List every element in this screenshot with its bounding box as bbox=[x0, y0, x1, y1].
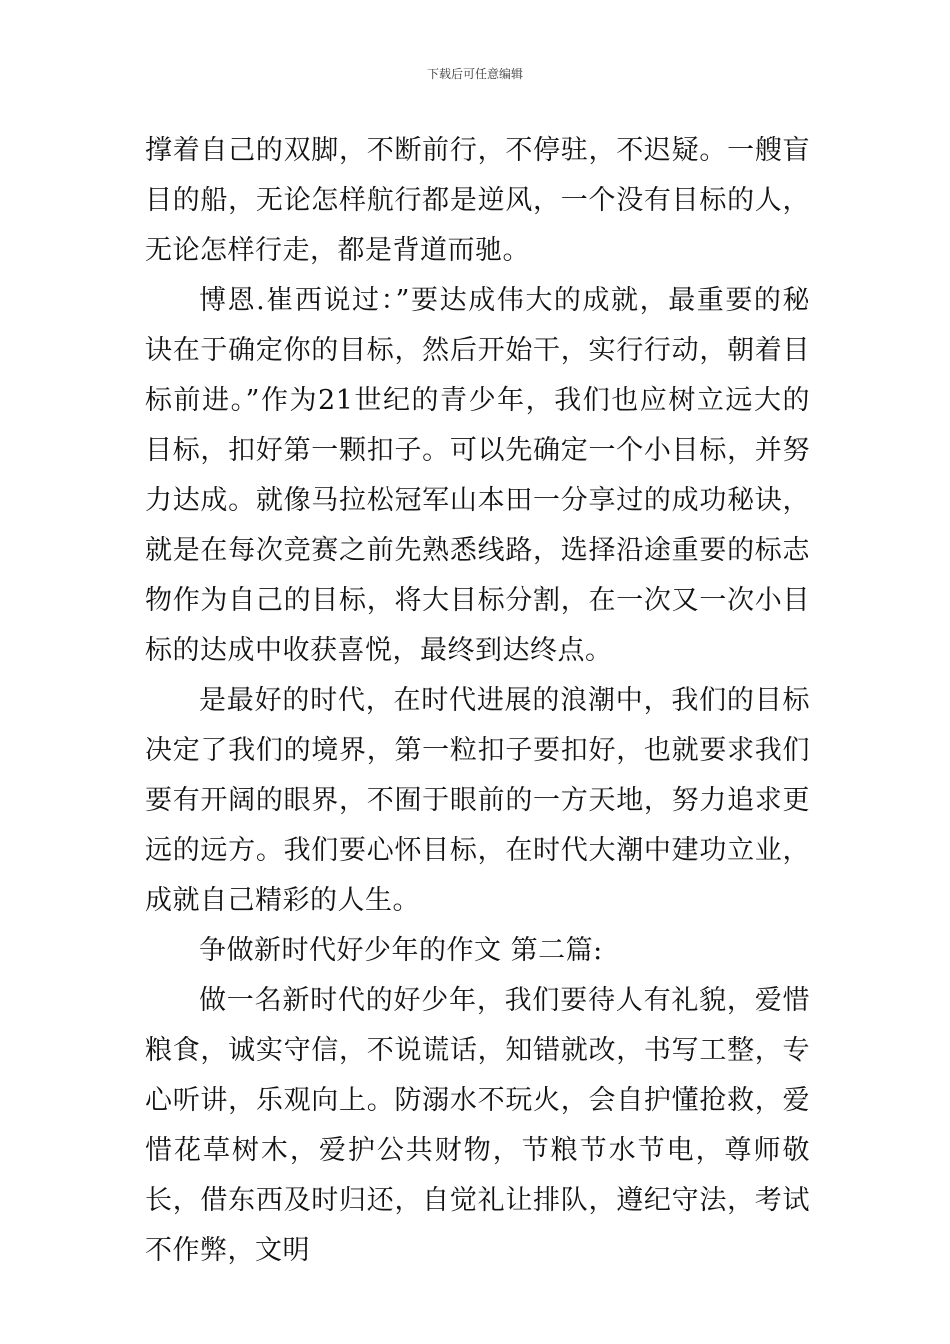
paragraph-3: 是最好的时代，在时代进展的浪潮中，我们的目标决定了我们的境界，第一粒扣子要扣好，也就要求我们要有开阔的眼界，不囿于眼前的一方天地，努力追求更远的远方。我们要心怀目标，在时代大潮中建功立业，成就自己精彩的人生。 bbox=[145, 685, 810, 916]
paragraph-1: 撑着自己的双脚，不断前行，不停驻，不迟疑。一艘盲目的船，无论怎样航行都是逆风，一个没有目标的人，无论怎样行走，都是背道而驰。 bbox=[145, 135, 810, 266]
paragraph-2: 博恩.崔西说过：”要达成伟大的成就，最重要的秘诀在于确定你的目标，然后开始干，实行行动，朝着目标前进。”作为21世纪的青少年，我们也应树立远大的目标，扣好第一颗扣子。可以先确定一个小目标，并努力达成。就像马拉松冠军山本田一分享过的成功秘诀，就是在每次竞赛之前先熟悉线路，选择沿途重要的标志物作为自己的目标，将大目标分割，在一次又一次小目标的达成中收获喜悦，最终到达终点。 bbox=[145, 285, 810, 666]
page-header: 下载后可任意编辑 bbox=[426, 67, 523, 81]
document-body bbox=[145, 126, 810, 1276]
section-heading: 争做新时代好少年的作文 第二篇: bbox=[199, 935, 603, 966]
paragraph-4: 做一名新时代的好少年，我们要待人有礼貌，爱惜粮食，诚实守信，不说谎话，知错就改，书写工整，专心听讲，乐观向上。防溺水不玩火，会自护懂抢救，爱惜花草树木，爱护公共财物，节粮节水节电，尊师敬长，借东西及时归还，自觉礼让排队，遵纪守法，考试不作弊，文明 bbox=[145, 985, 810, 1266]
